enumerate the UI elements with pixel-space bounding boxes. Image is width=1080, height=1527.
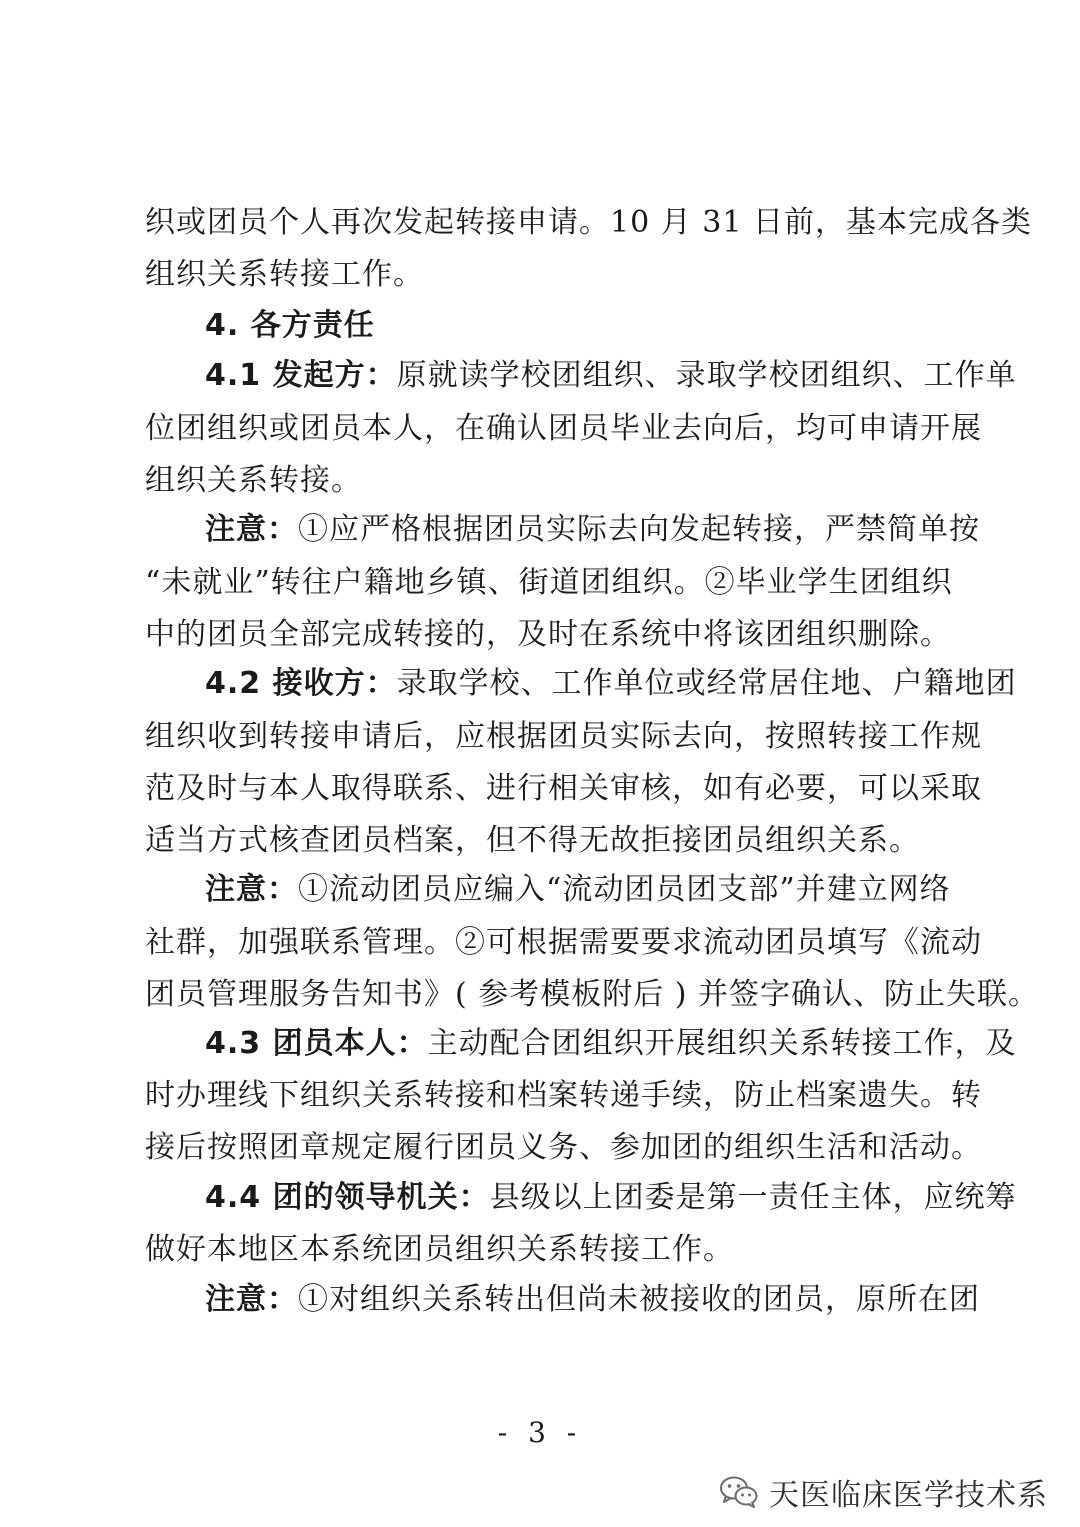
body-line: 接后按照团章规定履行团员义务、参加团的组织生活和活动。 <box>145 1130 982 1165</box>
watermark <box>719 1470 1048 1514</box>
body-line: 中的团员全部完成转接的，及时在系统中将该团组织删除。 <box>145 617 951 652</box>
paragraph-4-2-first-line: 4.2 接收方：录取学校、工作单位或经常居住地、户籍地团 <box>205 666 1017 701</box>
note-line: 注意：①流动团员应编入“流动团员团支部”并建立网络 <box>205 872 951 907</box>
body-line: 做好本地区本系统团员组织关系转接工作。 <box>145 1232 734 1267</box>
note-label: 注意： <box>205 1282 298 1317</box>
item-label: 4.2 接收方： <box>205 666 397 701</box>
item-label: 4.1 发起方： <box>205 358 397 393</box>
paragraph-4-3-first-line: 4.3 团员本人：主动配合团组织开展组织关系转接工作，及 <box>205 1026 1017 1061</box>
body-line: “未就业”转往户籍地乡镇、街道团组织。②毕业学生团组织 <box>145 565 953 600</box>
section-heading: 4. 各方责任 <box>205 308 375 343</box>
page-number: - 3 - <box>497 1416 583 1449</box>
body-line: 社群，加强联系管理。②可根据需要要求流动团员填写《流动 <box>145 925 982 960</box>
wechat-icon <box>719 1475 759 1509</box>
body-line: 时办理线下组织关系转接和档案转递手续，防止档案遗失。转 <box>145 1078 982 1113</box>
item-label: 4.3 团员本人： <box>205 1026 428 1061</box>
body-line: 位团组织或团员本人，在确认团员毕业去向后，均可申请开展 <box>145 411 982 446</box>
body-line: 组织关系转接工作。 <box>145 257 424 292</box>
body-line: 范及时与本人取得联系、进行相关审核，如有必要，可以采取 <box>145 771 982 806</box>
body-line: 适当方式核查团员档案，但不得无故拒接团员组织关系。 <box>145 823 920 858</box>
body-line: 组织关系转接。 <box>145 463 362 498</box>
paragraph-4-4-first-line: 4.4 团的领导机关：县级以上团委是第一责任主体，应统筹 <box>205 1180 1017 1215</box>
body-line: 织或团员个人再次发起转接申请。10 月 31 日前，基本完成各类 <box>145 205 1032 240</box>
body-line: 组织收到转接申请后，应根据团员实际去向，按照转接工作规 <box>145 719 982 754</box>
body-line: 团员管理服务告知书》( 参考模板附后 ) 并签字确认、防止失联。 <box>145 977 1040 1012</box>
item-label: 4.4 团的领导机关： <box>205 1180 490 1215</box>
paragraph-4-1-first-line: 4.1 发起方：原就读学校团组织、录取学校团组织、工作单 <box>205 358 1017 393</box>
watermark-text: 天医临床医学技术系 <box>769 1478 1048 1513</box>
note-label: 注意： <box>205 512 298 547</box>
note-line: 注意：①对组织关系转出但尚未被接收的团员，原所在团 <box>205 1282 980 1317</box>
note-line: 注意：①应严格根据团员实际去向发起转接，严禁简单按 <box>205 512 980 547</box>
note-label: 注意： <box>205 872 298 907</box>
